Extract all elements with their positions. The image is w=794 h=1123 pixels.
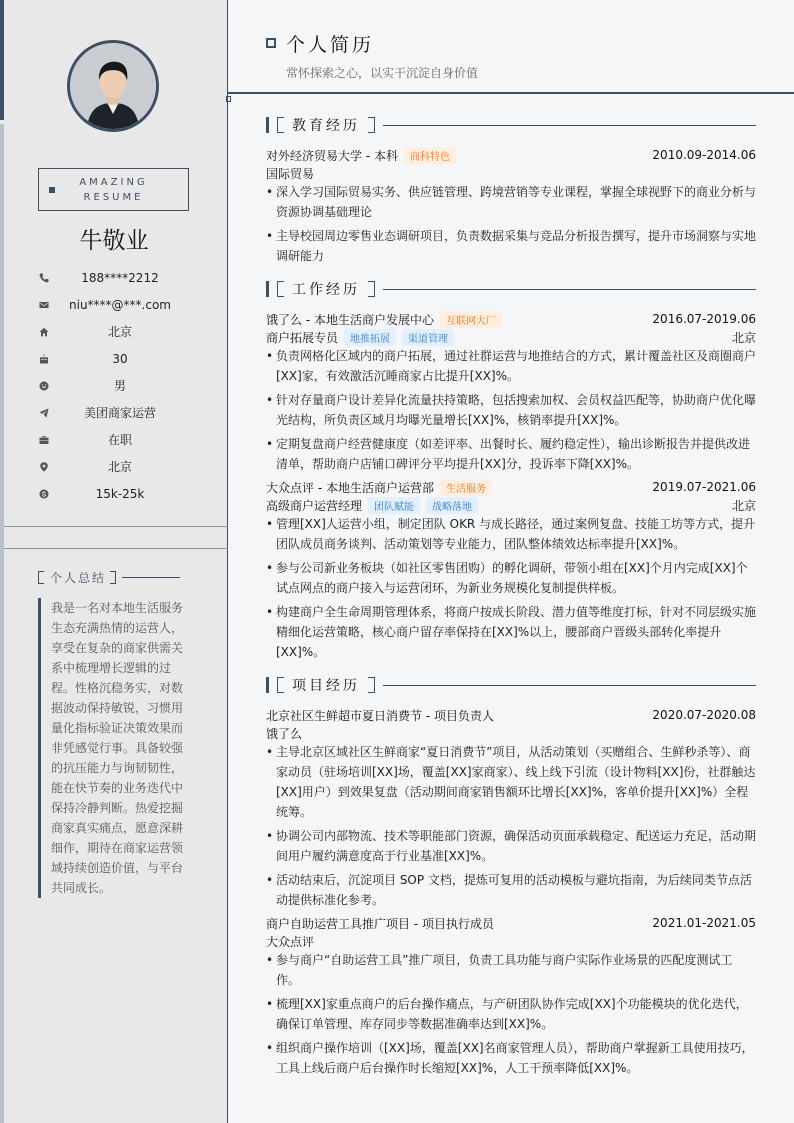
project-org-row bbox=[266, 724, 756, 742]
info-status bbox=[38, 426, 208, 453]
role-title: 商户拓展专员 bbox=[266, 330, 339, 345]
title-square-icon bbox=[266, 38, 276, 48]
info-residence bbox=[38, 318, 208, 345]
info-value: 15k-25k bbox=[95, 486, 145, 501]
role-tag: 团队赋能 bbox=[368, 497, 420, 514]
mail-icon bbox=[38, 299, 50, 311]
cake-icon bbox=[38, 353, 50, 365]
heading-rule bbox=[383, 125, 756, 126]
bracket-left-icon bbox=[277, 677, 284, 693]
project-bullets bbox=[266, 742, 756, 910]
project-date: 2020.07-2020.08 bbox=[652, 708, 756, 722]
list-item: • 管理[XX]人运营小组，制定团队 OKR 与成长路径，通过案例复盘、技能工坊等方式，提升团队成员商务谈判、活动策划等专业能力，团队整体绩效达标率提升[XX]%。 bbox=[266, 514, 756, 554]
info-value: 30 bbox=[112, 351, 128, 366]
work-city: 北京 bbox=[731, 330, 756, 345]
sidebar-divider bbox=[4, 526, 228, 527]
list-item: • 协调公司内部物流、技术等职能部门资源，确保活动页面承载稳定、配送运力充足，活动期间用户履约满意度高于行业基准[XX]%。 bbox=[266, 826, 756, 866]
list-item: • 组织商户操作培训（[XX]场，覆盖[XX]名商家管理人员），帮助商户掌握新工具使用技巧，工具上线后商户后台操作时长缩短[XX]%，人工干预率降低[XX]%。 bbox=[266, 1038, 756, 1078]
projects-section bbox=[266, 676, 756, 1078]
resume-badge bbox=[38, 168, 189, 211]
avatar bbox=[67, 40, 159, 132]
work-role-row bbox=[266, 496, 756, 514]
work-entry bbox=[266, 310, 756, 474]
school-tag: 商科特色 bbox=[404, 147, 456, 164]
section-heading bbox=[266, 280, 756, 298]
sidebar-divider bbox=[4, 548, 228, 549]
company-tag: 互联网大厂 bbox=[440, 311, 502, 328]
bracket-right-icon bbox=[368, 281, 375, 297]
section-heading bbox=[266, 676, 756, 694]
header-corner-icon bbox=[226, 96, 231, 102]
school-name: 对外经济贸易大学 - 本科 bbox=[266, 148, 398, 163]
info-value: niu****@***.com bbox=[69, 297, 171, 312]
bracket-left-icon bbox=[277, 281, 284, 297]
summary-heading bbox=[38, 569, 180, 586]
heading-bar bbox=[266, 281, 269, 297]
bracket-right-icon bbox=[368, 117, 375, 133]
work-section bbox=[266, 280, 756, 662]
major: 国际贸易 bbox=[266, 166, 315, 181]
role-tag: 战略落地 bbox=[426, 497, 478, 514]
education-date: 2010.09-2014.06 bbox=[652, 148, 756, 162]
work-city: 北京 bbox=[731, 498, 756, 513]
info-salary bbox=[38, 480, 208, 507]
project-org-row bbox=[266, 932, 756, 950]
list-item: • 构建商户全生命周期管理体系，将商户按成长阶段、潜力值等维度打标，针对不同层级实施精细化运营策略，核心商户留存率保持在[XX]%以上，腰部商户晋级头部转化率提升[XX]%。 bbox=[266, 602, 756, 662]
project-bullets bbox=[266, 950, 756, 1078]
info-age bbox=[38, 345, 208, 372]
heading-rule bbox=[383, 685, 756, 686]
project-date: 2021.01-2021.05 bbox=[652, 916, 756, 930]
home-icon bbox=[38, 326, 50, 338]
money-icon bbox=[38, 488, 50, 500]
info-value: 男 bbox=[113, 379, 126, 393]
section-heading-text: 工作经历 bbox=[292, 282, 360, 298]
page-header bbox=[228, 0, 794, 94]
heading-bar bbox=[266, 117, 269, 133]
list-item: • 活动结束后，沉淀项目 SOP 文档，提炼可复用的活动模板与避坑指南，为后续同类节点活动提供标准化参考。 bbox=[266, 870, 756, 910]
education-header-row bbox=[266, 146, 756, 164]
project-org: 饿了么 bbox=[266, 726, 303, 741]
info-target-city bbox=[38, 453, 208, 480]
list-item: • 负责网格化区域内的商户拓展，通过社群运营与地推结合的方式，累计覆盖社区及商圈商户[XX]家，有效激活沉睡商家占比提升[XX]%。 bbox=[266, 346, 756, 386]
section-heading-text: 项目经历 bbox=[292, 678, 360, 694]
list-item: • 梳理[XX]家重点商户的后台操作痛点，与产研团队协作完成[XX]个功能模块的优化迭代，确保订单管理、库存同步等数据准确率达到[XX]%。 bbox=[266, 994, 756, 1034]
project-name: 商户自助运营工具推广项目 - 项目执行成员 bbox=[266, 916, 494, 931]
project-org: 大众点评 bbox=[266, 934, 315, 949]
project-entry bbox=[266, 706, 756, 910]
info-value: 北京 bbox=[107, 460, 132, 474]
company-tag: 生活服务 bbox=[440, 479, 492, 496]
project-header-row bbox=[266, 914, 756, 932]
section-heading bbox=[266, 116, 756, 134]
role-tag: 渠道管理 bbox=[402, 329, 454, 346]
section-heading-text: 教育经历 bbox=[292, 118, 360, 134]
briefcase-icon bbox=[38, 434, 50, 446]
location-icon bbox=[38, 461, 50, 473]
info-email bbox=[38, 291, 208, 318]
company-name: 饿了么 - 本地生活商户发展中心 bbox=[266, 312, 434, 327]
education-section bbox=[266, 116, 756, 266]
sidebar-accent-bar bbox=[0, 0, 4, 120]
heading-rule bbox=[122, 577, 180, 578]
work-company-row bbox=[266, 478, 756, 496]
candidate-name: 牛敬业 bbox=[79, 228, 149, 254]
work-bullets bbox=[266, 346, 756, 474]
heading-rule bbox=[383, 289, 756, 290]
info-target-position bbox=[38, 399, 208, 426]
summary-text: 我是一名对本地生活服务生态充满热情的运营人，享受在复杂的商家供需关系中梳理增长逻辑的过程。性格沉稳务实，对数据波动保持敏锐，习惯用量化指标验证决策效果而非凭感觉行事。具备较强的抗压能力与询韧韧性，能在快节奏的业务迭代中保持冷静判断。热爱挖掘商家真实痛点，愿意深耕细作，期待在商家运营领域持续创造价值，与平台共同成长。 bbox=[38, 598, 188, 898]
info-value: 188****2212 bbox=[81, 270, 159, 285]
person-photo-icon bbox=[70, 43, 156, 129]
list-item: • 参与商户“自助运营工具”推广项目，负责工具功能与商户实际作业场景的匹配度测试工作。 bbox=[266, 950, 756, 990]
education-major-row bbox=[266, 164, 756, 182]
list-item: • 主导校园周边零售业态调研项目，负责数据采集与竞品分析报告撰写，提升市场洞察与实地调研能力 bbox=[266, 226, 756, 266]
work-bullets bbox=[266, 514, 756, 662]
list-item: • 参与公司新业务板块（如社区零售团购）的孵化调研，带领小组在[XX]个月内完成[XX]个试点网点的商户接入与运营闭环，为新业务规模化复制提供样板。 bbox=[266, 558, 756, 598]
role-tag: 地推拓展 bbox=[344, 329, 396, 346]
bracket-right-icon bbox=[368, 677, 375, 693]
list-item: • 针对存量商户设计差异化流量扶持策略，包括搜索加权、会员权益匹配等，协助商户优化曝光结构，所负责区域月均曝光量增长[XX]%，核销率提升[XX]%。 bbox=[266, 390, 756, 430]
work-entry bbox=[266, 478, 756, 662]
bracket-left-icon bbox=[38, 571, 44, 584]
page-title: 个人简历 bbox=[286, 34, 375, 56]
info-phone bbox=[38, 264, 208, 291]
personal-info-list bbox=[38, 264, 208, 507]
page-subtitle: 常怀探索之心，以实干沉淀自身价值 bbox=[286, 66, 479, 80]
work-company-row bbox=[266, 310, 756, 328]
heading-bar bbox=[266, 677, 269, 693]
info-value: 北京 bbox=[107, 325, 132, 339]
phone-icon bbox=[38, 272, 50, 284]
project-header-row bbox=[266, 706, 756, 724]
work-date: 2016.07-2019.06 bbox=[652, 312, 756, 326]
bracket-right-icon bbox=[110, 571, 116, 584]
smile-icon bbox=[38, 380, 50, 392]
list-item: • 主导北京区域社区生鲜商家“夏日消费节”项目，从活动策划（买赠组合、生鲜秒杀等）、商家动员（驻场培训[XX]场，覆盖[XX]家商家）、线上线下引流（设计物料[XX]份，社群触达[XX]用户）到效果复盘（活动期间商家销售额环比增长[XX]%，客单价提升[XX]%）全程统筹。 bbox=[266, 742, 756, 822]
main-content bbox=[266, 116, 756, 1092]
info-gender bbox=[38, 372, 208, 399]
badge-square-icon bbox=[49, 187, 55, 193]
sidebar-accent-bar-lower bbox=[0, 124, 4, 1123]
project-entry bbox=[266, 914, 756, 1078]
badge-line2: RESUME bbox=[83, 192, 144, 203]
list-item: • 定期复盘商户经营健康度（如差评率、出餐时长、履约稳定性），输出诊断报告并提供改进清单，帮助商户店铺口碑评分平均提升[XX]分，投诉率下降[XX]%。 bbox=[266, 434, 756, 474]
summary-heading-text: 个人总结 bbox=[50, 571, 107, 585]
role-title: 高级商户运营经理 bbox=[266, 498, 363, 513]
work-date: 2019.07-2021.06 bbox=[652, 480, 756, 494]
company-name: 大众点评 - 本地生活商户运营部 bbox=[266, 480, 434, 495]
sidebar bbox=[0, 0, 228, 1123]
work-role-row bbox=[266, 328, 756, 346]
badge-line1: AMAZING bbox=[79, 177, 148, 188]
list-item: • 深入学习国际贸易实务、供应链管理、跨境营销等专业课程，掌握全球视野下的商业分析与资源协调基础理论 bbox=[266, 182, 756, 222]
education-bullets bbox=[266, 182, 756, 266]
send-icon bbox=[38, 407, 50, 419]
info-value: 美团商家运营 bbox=[83, 406, 156, 420]
bracket-left-icon bbox=[277, 117, 284, 133]
project-name: 北京社区生鲜超市夏日消费节 - 项目负责人 bbox=[266, 708, 494, 723]
info-value: 在职 bbox=[107, 433, 132, 447]
